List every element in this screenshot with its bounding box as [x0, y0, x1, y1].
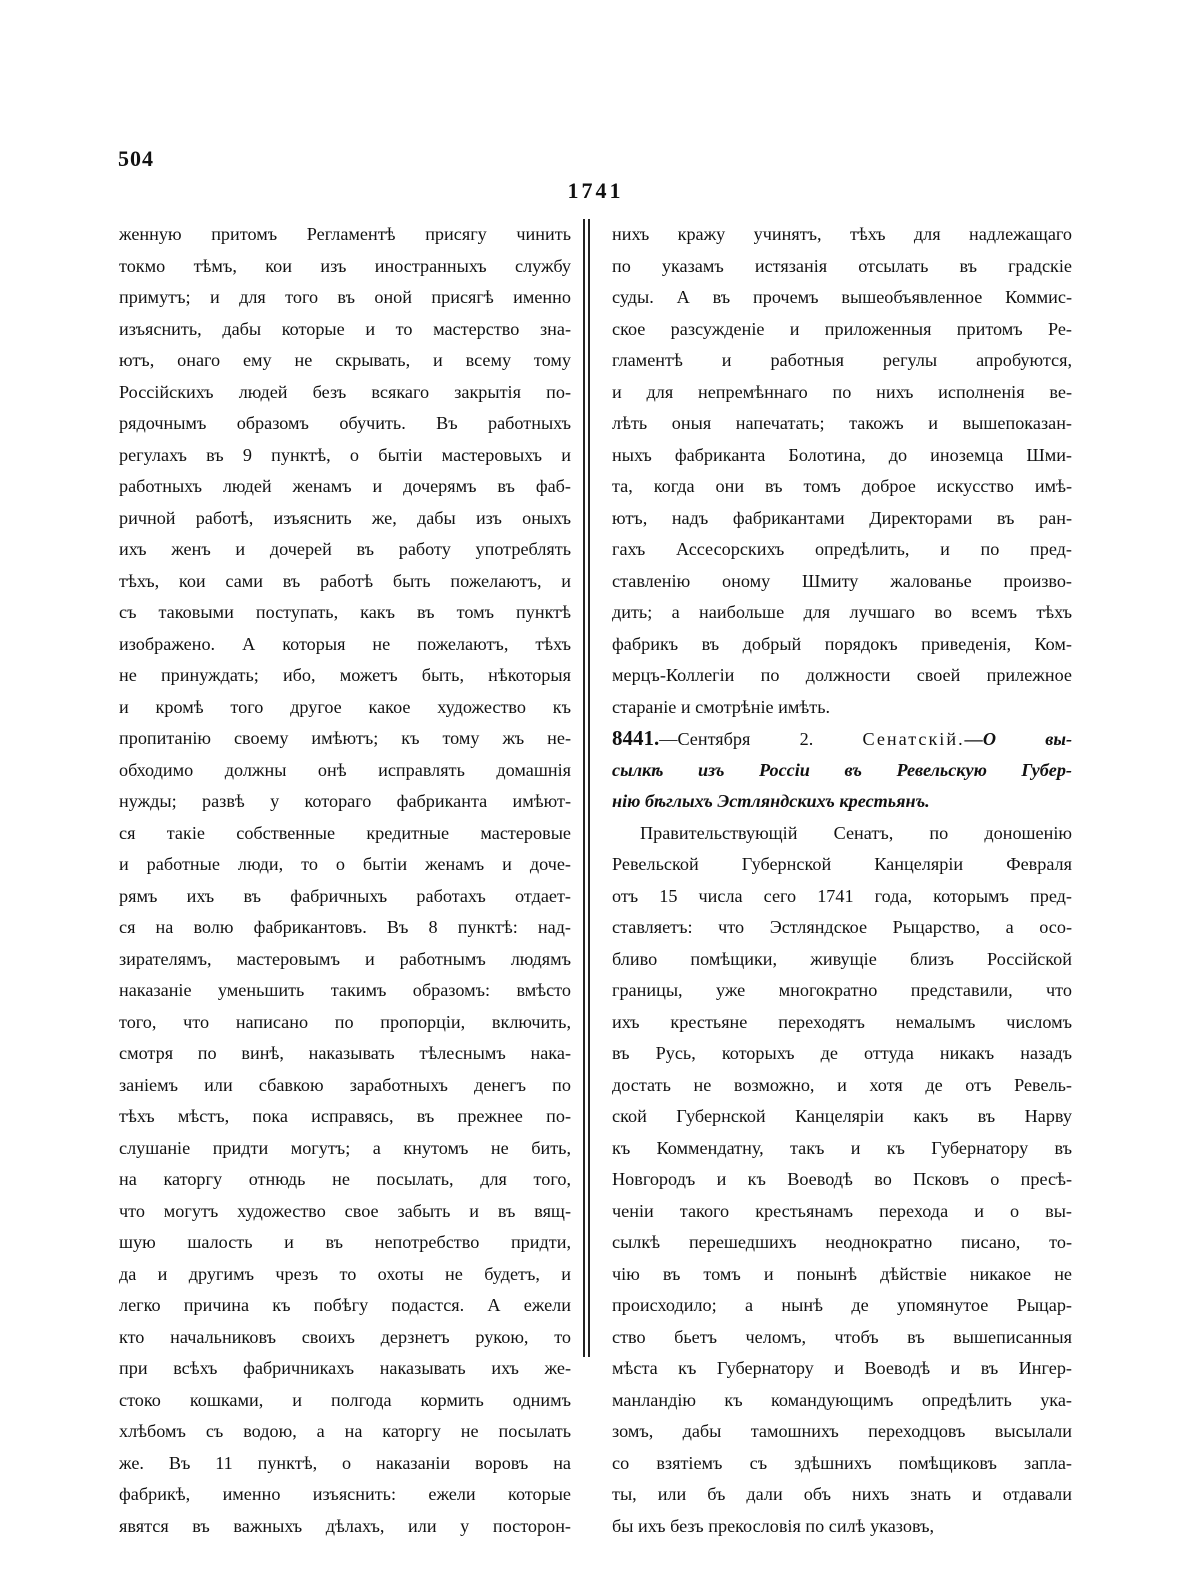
text-line: зомъ, дабы тамошнихъ переходцовъ высылали: [612, 1421, 1072, 1441]
right-column: [612, 219, 1072, 1542]
text-line: ютъ, надъ фабрикантами Директорами въ ран-: [612, 507, 1072, 528]
decree-title: сылкѣ изъ Россіи въ Ревельскую Губер-: [612, 759, 1072, 780]
text-line: достать не возможно, и хотя де отъ Ревель-: [612, 1074, 1072, 1095]
text-line: да и другимъ чрезъ то охоты не будетъ, и: [119, 1263, 571, 1284]
text-line: слушаніе придти могутъ; а кнутомъ не бить,: [119, 1137, 571, 1158]
text-line: происходило; а нынѣ де упомянутое Рыцар-: [612, 1295, 1072, 1315]
page-number: 504: [118, 146, 154, 171]
text-line: Россійскихъ людей безъ всякаго закрытія по-: [119, 381, 571, 402]
text-line: по указамъ истязанія отсылать въ градскіе: [612, 255, 1072, 276]
text-line: границы, уже многократно представили, что: [612, 980, 1072, 1000]
text-line: ченіи такого крестьянамъ перехода и о вы-: [612, 1200, 1072, 1221]
text-line: тѣхъ мѣстъ, пока исправясь, въ прежнее по-: [119, 1106, 571, 1126]
text-line: Ревельской Губернской Канцеляріи Февраля: [612, 854, 1072, 874]
text-line: тѣхъ, кои сами въ работѣ быть пожелаютъ, и: [119, 570, 571, 591]
text-line: женную притомъ Регламентѣ присягу чинить: [119, 224, 571, 244]
decree-title: —О вы-: [964, 729, 1072, 749]
text-line: гламентѣ и работныя регулы апробуются,: [612, 350, 1072, 370]
text-line: заніемъ или сбавкою заработныхъ денегъ по: [119, 1074, 571, 1095]
left-column: [119, 219, 571, 1542]
text-line: на каторгу отнюдь не посылать, для того,: [119, 1169, 571, 1189]
text-line: регулахъ въ 9 пунктѣ, о бытіи мастеровыхъ и: [119, 444, 571, 465]
decree-number: 8441.: [612, 726, 660, 750]
text-line: суды. А въ прочемъ вышеобъявленное Коммис-: [612, 287, 1072, 307]
decree-type: Сенатскій.: [862, 729, 965, 749]
text-line: ныхъ фабриканта Болотина, до иноземца Шми-: [612, 444, 1072, 465]
text-line: нужды; развѣ у котораго фабриканта имѣют-: [119, 791, 571, 811]
text-line: ты, или бъ дали объ нихъ знать и отдавали: [612, 1484, 1072, 1504]
text-line: обходимо должны онѣ исправлять домашнія: [119, 759, 571, 780]
text-line: ютъ, онаго ему не скрывать, и всему тому: [119, 350, 571, 370]
text-line: стоко кошками, и полгода кормить однимъ: [119, 1389, 571, 1410]
text-line: и работные люди, то о бытіи женамъ и доче-: [119, 854, 571, 874]
year-header: 1741: [567, 178, 624, 203]
text-line: ихъ женъ и дочерей въ работу употреблять: [119, 539, 571, 559]
text-line: рядочнымъ образомъ обучить. Въ работныхъ: [119, 413, 571, 433]
decree-date: —Сентября 2.: [659, 729, 814, 749]
text-line: мерцъ-Коллегіи по должности своей прилежное: [612, 665, 1072, 685]
text-line: легко причина къ побѣгу подастся. А ежели: [119, 1295, 571, 1315]
divider-line: [583, 219, 585, 1357]
text-line: шую шалость и въ непотребство придти,: [119, 1232, 571, 1252]
text-line: рямъ ихъ въ фабричныхъ работахъ отдает-: [119, 885, 571, 906]
text-line: стараніе и смотрѣніе имѣть.: [612, 696, 831, 717]
text-line: гахъ Ассесорскихъ опредѣлить, и по пред-: [612, 539, 1072, 559]
text-line: дить; а наибольше для лучшаго во всемъ тѣхъ: [612, 602, 1072, 622]
text-line: ричной работѣ, изъяснить же, дабы изъ оныхъ: [119, 507, 571, 528]
text-line: ихъ крестьяне переходятъ немалымъ числомъ: [612, 1011, 1072, 1032]
text-line: та, когда они въ томъ доброе искусство имѣ-: [612, 476, 1072, 496]
text-line: въ Русь, которыхъ де оттуда никакъ назадъ: [612, 1043, 1072, 1063]
text-line: явятся въ важныхъ дѣлахъ, или у посторон-: [119, 1515, 571, 1536]
divider-line: [588, 219, 590, 1357]
text-line: сылкѣ перешедшихъ неоднократно писано, то-: [612, 1232, 1072, 1252]
column-divider: [582, 219, 592, 1357]
text-line: при всѣхъ фабричникахъ наказывать ихъ же-: [119, 1358, 571, 1378]
text-line: наказаніе уменьшить такимъ образомъ: вмѣсто: [119, 980, 571, 1000]
text-line: зирателямъ, мастеровымъ и работнымъ людямъ: [119, 948, 571, 969]
text-line: ставляетъ: что Эстляндское Рыцарство, а осо-: [612, 917, 1072, 937]
text-line: изъяснить, дабы которые и то мастерство зна-: [119, 318, 571, 339]
text-line: же. Въ 11 пунктѣ, о наказаніи воровъ на: [119, 1452, 571, 1473]
text-line: того, что написано по пропорціи, включить,: [119, 1011, 571, 1032]
text-line: примутъ; и для того въ оной присягѣ именно: [119, 287, 571, 307]
text-line: работныхъ людей женамъ и дочерямъ въ фаб-: [119, 476, 571, 496]
text-line: что могутъ художество свое забыть и въ вящ-: [119, 1200, 571, 1221]
text-line: и для непремѣннаго по нихъ исполненія ве-: [612, 381, 1072, 402]
text-line: Новгородъ и къ Воеводѣ во Псковъ о пресѣ-: [612, 1169, 1072, 1189]
text-line: бливо помѣщики, живущіе близъ Россійской: [612, 948, 1072, 969]
text-line: чію въ томъ и понынѣ дѣйствіе никакое не: [612, 1263, 1072, 1284]
text-line: манландію къ командующимъ опредѣлить ука-: [612, 1389, 1072, 1410]
text-line: съ таковыми поступать, какъ въ томъ пунктѣ: [119, 602, 571, 622]
text-line: хлѣбомъ съ водою, а на каторгу не посылать: [119, 1421, 571, 1441]
text-line: токмо тѣмъ, кои изъ иностранныхъ службу: [119, 255, 571, 276]
text-line: мѣста къ Губернатору и Воеводѣ и въ Ингер-: [612, 1358, 1072, 1378]
text-line: лѣть оныя напечатать; такожъ и вышепоказан-: [612, 413, 1072, 433]
text-line: смотря по винѣ, наказывать тѣлеснымъ нака-: [119, 1043, 571, 1063]
text-line: и кромѣ того другое какое художество къ: [119, 696, 571, 717]
text-line: къ Коммендатну, такъ и къ Губернатору въ: [612, 1137, 1072, 1158]
text-line: бы ихъ безъ прекословія по силѣ указовъ,: [612, 1515, 935, 1536]
decree-heading-line: [612, 723, 1072, 755]
text-line: нихъ кражу учинятъ, тѣхъ для надлежащаго: [612, 224, 1072, 244]
text-line: ское разсужденіе и приложенныя притомъ Ре-: [612, 318, 1072, 339]
text-line: ставленію оному Шмиту жалованье произво-: [612, 570, 1072, 591]
text-line: кто начальниковъ своихъ дерзнетъ рукою, то: [119, 1326, 571, 1347]
decree-title: нію бѣглыхъ Эстляндскихъ крестьянъ.: [612, 791, 930, 811]
text-line: не принуждать; ибо, можетъ быть, нѣкоторыя: [119, 665, 571, 685]
text-line: отъ 15 числа сего 1741 года, которымъ пред-: [612, 885, 1072, 906]
text-line: фабрикъ въ добрый порядокъ приведенія, Ком-: [612, 633, 1072, 654]
text-line: пропитанію своему имѣютъ; къ тому жъ не-: [119, 728, 571, 748]
text-line: фабрикѣ, именно изъяснить: ежели которые: [119, 1484, 571, 1504]
text-line: ся такіе собственные кредитные мастеровые: [119, 822, 571, 843]
text-line: ство бьетъ челомъ, чтобъ въ вышеписанныя: [612, 1326, 1072, 1347]
text-line: изображено. А которыя не пожелаютъ, тѣхъ: [119, 633, 571, 654]
text-line: ской Губернской Канцеляріи какъ въ Нарву: [612, 1106, 1072, 1126]
text-line: ся на волю фабрикантовъ. Въ 8 пунктѣ: над-: [119, 917, 571, 937]
text-line: со взятіемъ съ здѣшнихъ помѣщиковъ запла-: [612, 1452, 1072, 1473]
text-line: Правительствующій Сенатъ, по доношенію: [640, 822, 1072, 843]
